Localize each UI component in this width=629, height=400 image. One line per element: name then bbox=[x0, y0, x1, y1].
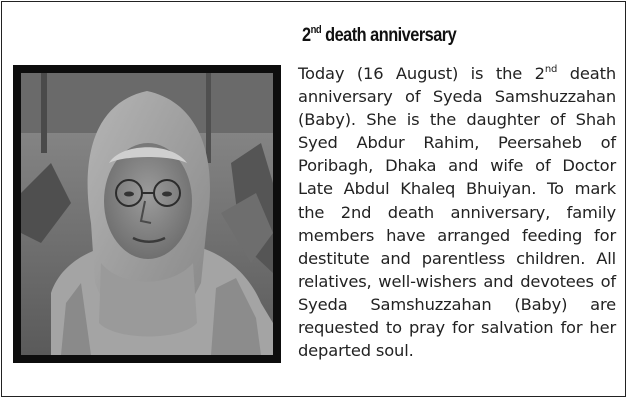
body-line: the 2nd death anniversary, family bbox=[298, 202, 616, 222]
notice-body bbox=[298, 58, 616, 362]
portrait-photo bbox=[21, 73, 273, 355]
body-line-1-suffix: nd bbox=[544, 64, 558, 75]
body-line-1a: Today (16 August) is the 2 bbox=[298, 64, 545, 83]
body-line: Poribagh, Dhaka and wife of Doctor bbox=[298, 156, 616, 176]
body-line bbox=[298, 58, 616, 85]
body-line: Late Abdul Khaleq Bhuiyan. To mark bbox=[298, 179, 616, 199]
title-text: death anniversary bbox=[321, 25, 457, 46]
notice-title bbox=[302, 24, 457, 47]
title-suffix: nd bbox=[310, 24, 322, 36]
title-number: 2 bbox=[302, 25, 311, 46]
body-line: destitute and parentless children. All bbox=[298, 248, 616, 268]
body-line: requested to pray for salvation for her bbox=[298, 318, 616, 338]
body-line: anniversary of Syeda Samshuzzahan bbox=[298, 87, 616, 107]
photo-frame bbox=[13, 65, 281, 363]
body-line: (Baby). She is the daughter of Shah bbox=[298, 110, 616, 130]
body-line-1b: death bbox=[557, 64, 616, 83]
body-line: Syed Abdur Rahim, Peersaheb of bbox=[298, 133, 616, 153]
notice-box bbox=[1, 1, 626, 397]
portrait-photo-icon bbox=[21, 73, 273, 355]
body-line: departed soul. bbox=[298, 341, 414, 361]
body-line: Syeda Samshuzzahan (Baby) are bbox=[298, 294, 616, 314]
body-line: relatives, well-wishers and devotees of bbox=[298, 271, 616, 291]
body-line: members have arranged feeding for bbox=[298, 225, 616, 245]
